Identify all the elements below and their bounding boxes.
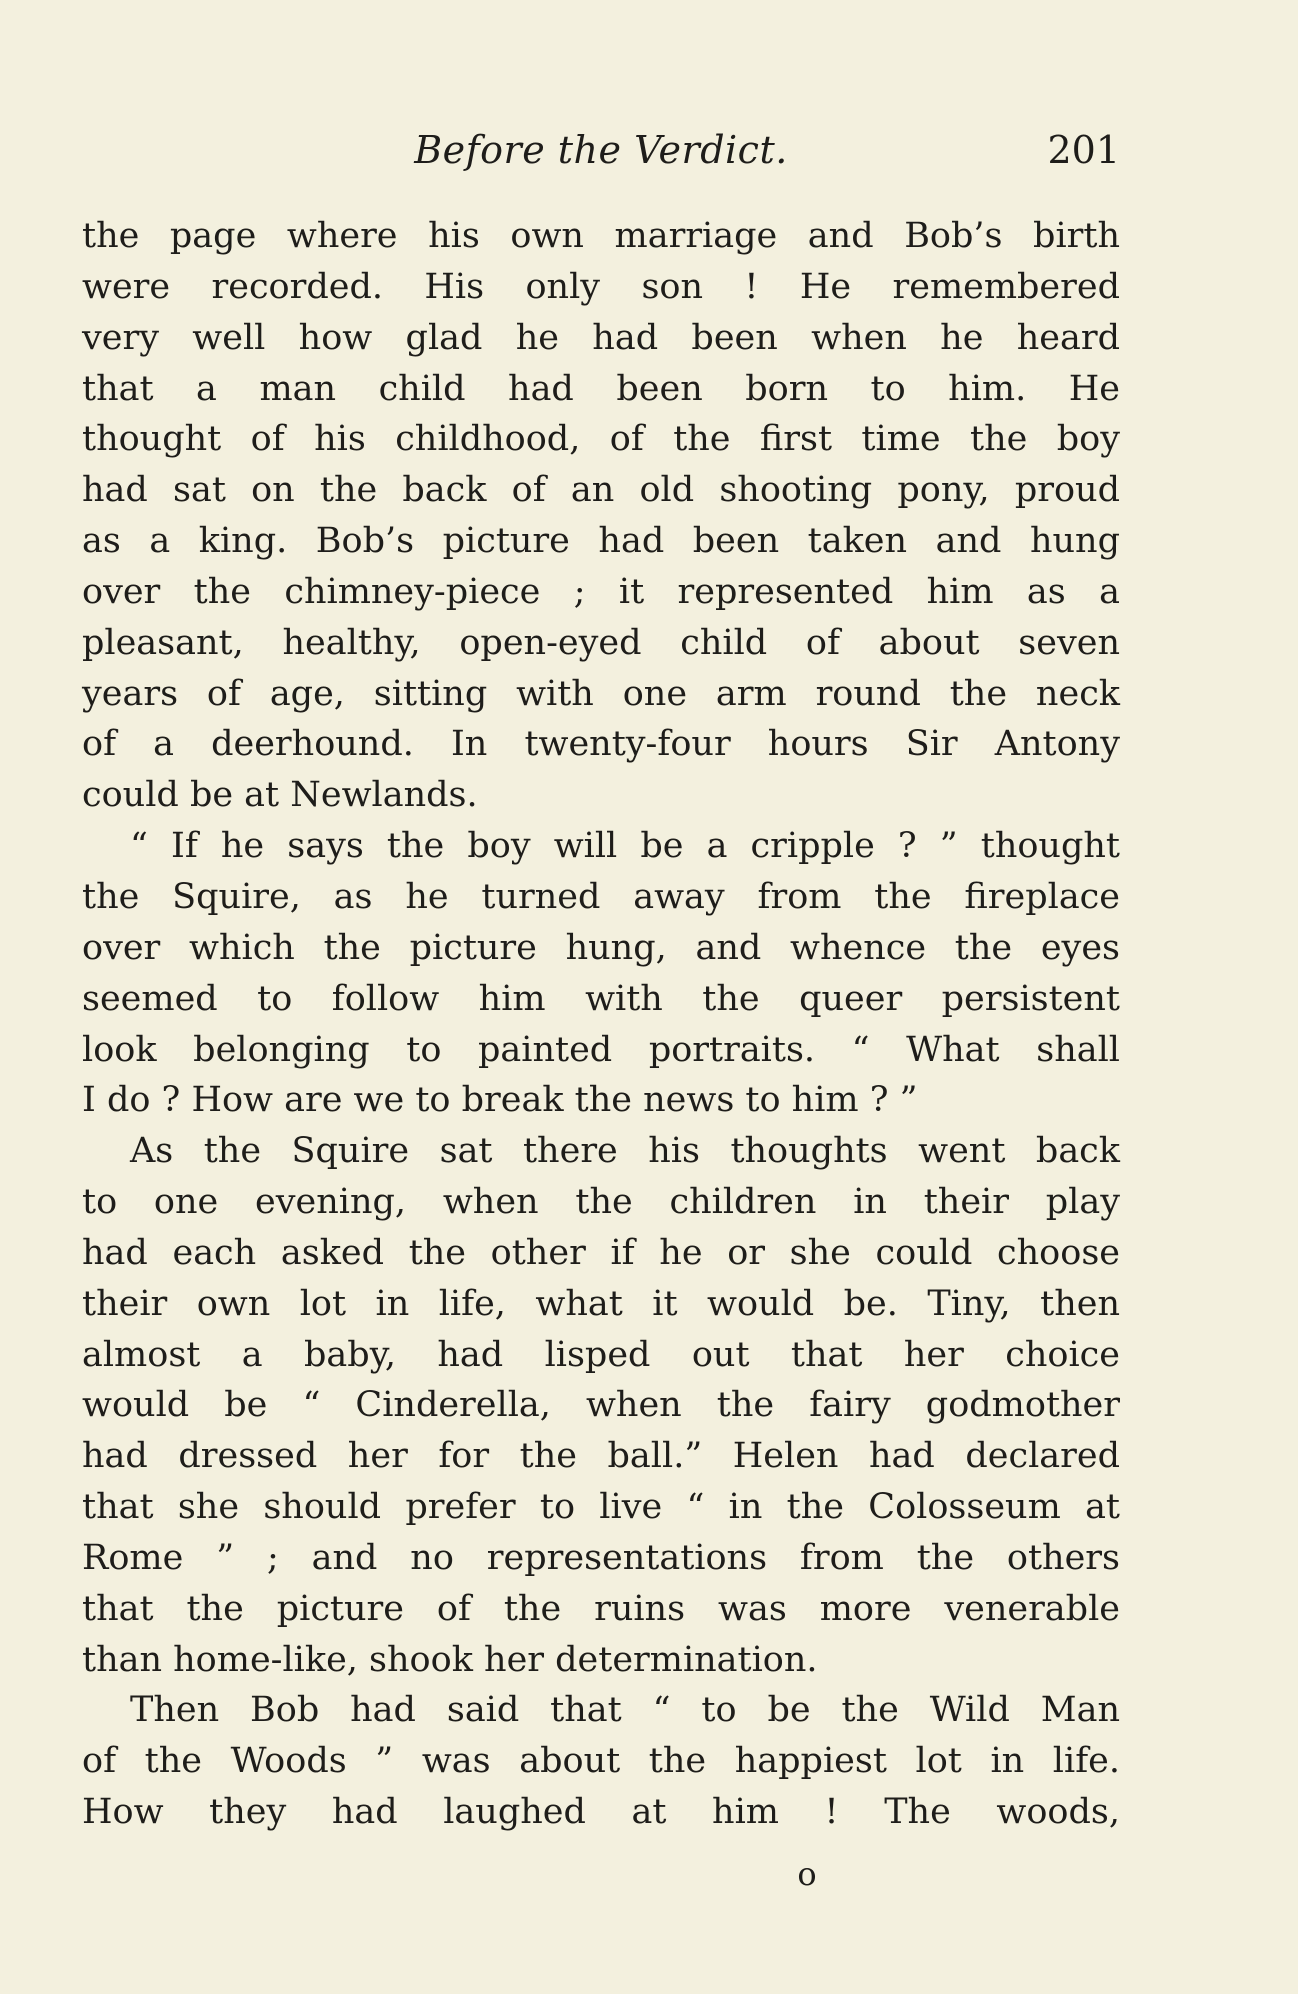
text-line: than home-like, shook her determination. bbox=[82, 1639, 818, 1680]
text-line: seemed to follow him with the queer persistent bbox=[82, 978, 1120, 1019]
text-line: that a man child had been born to him. He bbox=[82, 368, 1120, 409]
text-line: as a king. Bob’s picture had been taken and hung bbox=[82, 521, 1120, 562]
text-line: thought of his childhood, of the first time the boy bbox=[82, 419, 1120, 460]
text-line: their own lot in life, what it would be. Tiny, then bbox=[82, 1283, 1120, 1324]
signature-mark: o bbox=[797, 1855, 817, 1893]
text-line: pleasant, healthy, open-eyed child of about seven bbox=[82, 622, 1120, 663]
running-title: Before the Verdict. bbox=[414, 128, 788, 172]
text-line: the Squire, as he turned away from the fireplace bbox=[82, 876, 1120, 917]
text-line: “ If he says the boy will be a cripple ? ” thought bbox=[130, 826, 1120, 867]
text-line: almost a baby, had lisped out that her choice bbox=[82, 1334, 1120, 1375]
text-line: would be “ Cinderella, when the fairy godmother bbox=[82, 1385, 1120, 1426]
text-line: very well how glad he had been when he heard bbox=[82, 317, 1120, 358]
text-line: had sat on the back of an old shooting pony, proud bbox=[82, 470, 1120, 511]
text-line: Rome ” ; and no representations from the others bbox=[82, 1537, 1120, 1578]
text-line: that she should prefer to live “ in the Colosseum at bbox=[82, 1487, 1120, 1528]
text-line: I do ? How are we to break the news to him ? ” bbox=[82, 1080, 918, 1121]
text-line: were recorded. His only son ! He remembered bbox=[82, 266, 1120, 307]
text-line: look belonging to painted portraits. “ What shall bbox=[82, 1029, 1120, 1070]
text-line: the page where his own marriage and Bob’s birth bbox=[82, 216, 1120, 256]
text-line: that the picture of the ruins was more venerable bbox=[82, 1588, 1120, 1629]
text-line: over which the picture hung, and whence the eyes bbox=[82, 927, 1120, 968]
text-line: of the Woods ” was about the happiest lot in life. bbox=[82, 1741, 1120, 1782]
text-line: had dressed her for the ball.” Helen had declared bbox=[82, 1436, 1120, 1477]
text-line: years of age, sitting with one arm round the neck bbox=[82, 673, 1120, 714]
running-head bbox=[82, 124, 1120, 176]
text-line: to one evening, when the children in their play bbox=[82, 1182, 1120, 1223]
text-line: How they had laughed at him ! The woods, bbox=[82, 1792, 1120, 1833]
text-line: of a deerhound. In twenty-four hours Sir Antony bbox=[82, 724, 1120, 765]
text-line: over the chimney-piece ; it represented him as a bbox=[82, 571, 1120, 612]
text-line: As the Squire sat there his thoughts went back bbox=[130, 1131, 1120, 1172]
text-line: had each asked the other if he or she could choose bbox=[82, 1232, 1120, 1273]
page-number: 201 bbox=[1047, 128, 1120, 172]
text-line: could be at Newlands. bbox=[82, 775, 478, 816]
text-line: Then Bob had said that “ to be the Wild Man bbox=[130, 1690, 1120, 1731]
body-text bbox=[82, 211, 1120, 1838]
